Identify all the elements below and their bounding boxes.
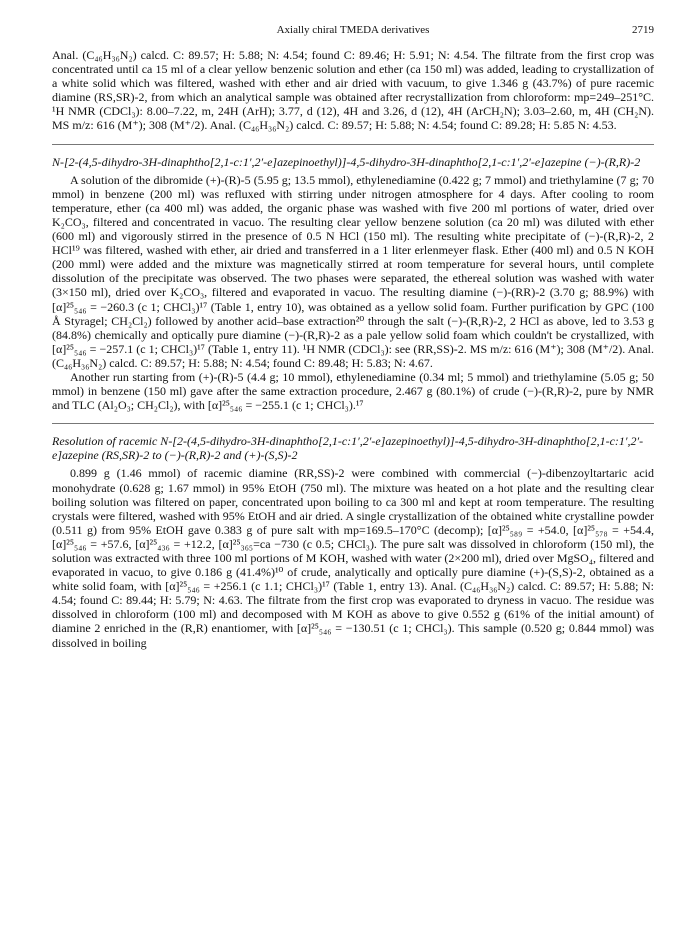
paragraph: Anal. (C₄₆H₃₆N₂) calcd. C: 89.57; H: 5.88; N: 4.54; found C: 89.46; H: 5.91; N: 4.54. The filtrate from the first crop was concentrated until ca 15 ml of a clear yellow benzenic solution and ether (ca 150 ml) was added, leading to crystallization of a white solid which was filtered, washed with ether and air dried with vacuum, to give 1.346 g (43.7%) of pure racemic diamine (RS,SR)-2, from which an analytical sample was obtained after recrystallization from chloroform: mp=249–251°C. ¹H NMR (CDCl₃): 8.00–7.22, m, 24H (ArH); 3.77, d (12), 4H and 3.26, d (12), 4H (ArCH₂N); 3.03–2.60, m, 4H (CH₂N). MS m/z: 616 (M⁺); 308 (M⁺/2). Anal. (C₄₆H₃₆N₂) calcd. C: 89.57; H: 5.88; N: 4.54; found C: 89.28; H: 5.85 N: 4.53. <box>52 48 654 133</box>
journal-page <box>0 24 692 947</box>
section-racemic-tail <box>52 48 654 133</box>
paragraph: 0.899 g (1.46 mmol) of racemic diamine (RR,SS)-2 were combined with commercial (−)-dibenzoyltartaric acid monohydrate (0.628 g; 1.67 mmol) in 95% EtOH (750 ml). The mixture was heated on a hot plate and the resulting clear boiling solution was filtered on paper, concentrated upon boiling to ca 300 ml and kept at room temperature. The resulting crystals were filtered, washed with 95% EtOH and air dried. A single crystallization of the obtained white crystalline powder (0.511 g) from 95% EtOH gave 0.383 g of pure salt with mp=169.5–170°C (decomp); [α]²⁵₅₈₉ = +54.0, [α]²⁵₅₇₈ = +54.4, [α]²⁵₅₄₆ = +57.6, [α]²⁵₄₃₆ = +12.2, [α]²⁵₃₆₅=ca −730 (c 0.5; CHCl₃). The pure salt was dissolved in chloroform (150 ml), the solution was extracted with three 100 ml portions of M KOH, washed with water (2×200 ml), dried over MgSO₄, filtered and evaporated in vacuo, to give 0.186 g (41.4%)¹⁰ of crude, analytically and optically pure diamine (+)-(S,S)-2, obtained as a white solid foam, with [α]²⁵₅₄₆ = +256.1 (c 1.1; CHCl₃)¹⁷ (Table 1, entry 13). Anal. (C₄₆H₃₆N₂) calcd. C: 89.57; H: 5.88; N: 4.54; found C: 89.44; H: 5.79; N: 4.63. The filtrate from the first crop was evaporated to dryness in vacuo. The residue was dissolved in chloroform (100 ml) and decomposed with M KOH as above to give 0.552 g (61% of the initial amount) of diamine 2 enriched in the (R,R) enantiomer, with [α]²⁵₅₄₆ = −130.51 (c 1; CHCl₃). This sample (0.520 g; 0.844 mmol) was dissolved in boiling <box>52 466 654 650</box>
section-rr-2 <box>52 155 654 413</box>
section-divider <box>52 144 654 145</box>
page-number: 2719 <box>632 24 654 36</box>
running-head-title: Axially chiral TMEDA derivatives <box>276 24 430 36</box>
section-heading: Resolution of racemic N-[2-(4,5-dihydro-3H-dinaphtho[2,1-c:1′,2′-e]azepinoethyl)]-4,5-dihydro-3H-dinaphtho[2,1-c:1′,2′-e]azepine (RS,SR)-2 to (−)-(R,R)-2 and (+)-(S,S)-2 <box>52 434 644 463</box>
section-divider <box>52 423 654 424</box>
paragraph: Another run starting from (+)-(R)-5 (4.4 g; 10 mmol), ethylenediamine (0.34 ml; 5 mmol) and triethylamine (5.05 g; 50 mmol) in benzene (150 ml) gave after the same extraction procedure, 2.467 g (80.1%) of crude (−)-(R,R)-2, pure by NMR and TLC (Al₂O₃; CH₂Cl₂), with [α]²⁵₅₄₆ = −255.1 (c 1; CHCl₃).¹⁷ <box>52 369 654 413</box>
section-heading: N-[2-(4,5-dihydro-3H-dinaphtho[2,1-c:1′,2′-e]azepinoethyl)]-4,5-dihydro-3H-dinaphtho[2,1-c:1′,2′-e]azepine (−)-(R,R)-2 <box>52 154 641 169</box>
running-head <box>52 24 654 48</box>
paragraph: A solution of the dibromide (+)-(R)-5 (5.95 g; 13.5 mmol), ethylenediamine (0.422 g; 7 mmol) and triethylamine (7 g; 70 mmol) in benzene (200 ml) was refluxed with stirring under nitrogen atmosphere for 4 days. After cooling to room temperature, ether (ca 400 ml) was added, the organic phase was washed with five 200 ml portions of water, dried over K₂CO₃, filtered and concentrated in vacuo. The resulting clear yellow benzene solution (ca 20 ml) was diluted with ether (600 ml) and vigorously stirred in the presence of 0.5 N HCl (150 ml). The resulting white precipitate of (−)-(R,R)-2, 2 HCl¹⁹ was filtered, washed with ether, air dried and transferred in a 1 liter erlenmeyer flask. Ether (400 ml) and 0.5 N KOH (200 mml) were added and the mixture was magnetically stirred at room temperature for several hours, until complete dissolution of the precipitate was observed. The two phases were separated, the ethereal solution was washed with water (3×150 ml), dried over K₂CO₃, filtered and evaporated in vacuo. The resulting diamine (−)-(RR)-2 (3.70 g; 88.9%) with [α]²⁵₅₄₆ = −260.3 (c 1; CHCl₃)¹⁷ (Table 1, entry 10), was obtained as a yellow solid foam. Further purification by GPC (100 Å Styragel; CH₂Cl₂) followed by another acid–base extraction²⁰ through the salt (−)-(R,R)-2, 2 HCl as above, led to 3.53 g (84.8%) chemically and optically pure diamine (−)-(R,R)-2 as a pale yellow solid foam which couldn't be crystallized, with [α]²⁵₅₄₆ = −257.1 (c 1; CHCl₃)¹⁷ (Table 1, entry 11). ¹H NMR (CDCl₃): see (RR,SS)-2. MS m/z: 616 (M⁺); 308 (M⁺/2). Anal. (C₄₆H₃₆N₂) calcd. C: 89.57; H: 5.88; N: 4.54; found C: 89.48; H: 5.83; N: 4.67. <box>52 172 654 370</box>
section-resolution <box>52 434 654 649</box>
